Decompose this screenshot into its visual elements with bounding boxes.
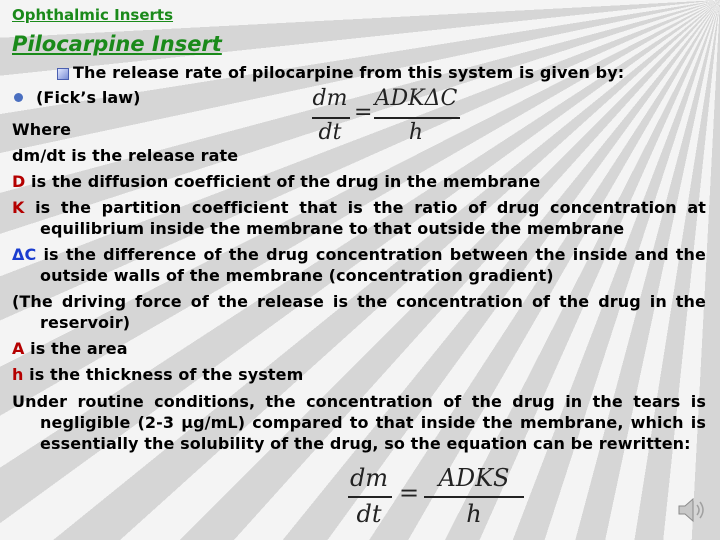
def-h-symbol: h [12, 365, 24, 384]
section-header: Ophthalmic Inserts [12, 6, 174, 24]
eq1-numerator-right: ADKΔC [374, 86, 458, 111]
eq1-denominator-right: h [408, 120, 424, 145]
note-line2: negligible (2-3 μg/mL) compared to that inside the membrane, which is [40, 413, 706, 432]
where-label: Where [12, 120, 72, 139]
driving-force-line2: reservoir) [40, 313, 131, 332]
eq2-fraction-bar-left [348, 496, 392, 498]
eq2-numerator-right: ADKS [438, 464, 510, 492]
def-deltac-line1 [12, 245, 706, 264]
def-a-symbol: A [12, 339, 25, 358]
eq1-fraction-bar-right [374, 117, 460, 119]
page-title: Pilocarpine Insert [12, 32, 222, 56]
def-h [12, 365, 303, 384]
eq2-fraction-bar-right [424, 496, 524, 498]
eq2-denominator-left: dt [356, 500, 382, 528]
intro-text: The release rate of pilocarpine from this system is given by: [73, 63, 625, 82]
note-line3: essentially the solubility of the drug, so the equation can be rewritten: [40, 434, 691, 453]
eq2-numerator-left: dm [349, 464, 389, 492]
def-k-line2: equilibrium inside the membrane to that outside the membrane [40, 219, 625, 238]
equation-release-rate [310, 86, 460, 148]
def-d-symbol: D [12, 172, 26, 191]
eq2-denominator-right: h [466, 500, 482, 528]
def-deltac-symbol: ΔC [12, 245, 37, 264]
eq1-equals: = [354, 100, 373, 125]
eq1-fraction-bar-left [312, 117, 350, 119]
eq1-numerator-left: dm [312, 86, 348, 111]
eq1-denominator-left: dt [318, 120, 342, 145]
def-deltac-text: is the difference of the drug concentration between the inside and the [36, 245, 706, 264]
driving-force-line1: (The driving force of the release is the concentration of the drug in the [12, 292, 706, 311]
def-deltac-line2: outside walls of the membrane (concentration gradient) [40, 266, 554, 285]
def-d [12, 172, 540, 191]
def-a-text: is the area [24, 339, 128, 358]
def-a [12, 339, 128, 358]
def-k-text: is the partition coefficient that is the ratio of drug concentration at [24, 198, 706, 217]
def-k-line1 [12, 198, 706, 217]
eq2-equals: = [399, 479, 420, 507]
round-bullet-icon [14, 93, 23, 102]
ficks-law-label: (Fick’s law) [36, 88, 141, 107]
def-dmdt [12, 146, 238, 165]
speaker-icon[interactable] [676, 496, 710, 524]
note-line1: Under routine conditions, the concentration of the drug in the tears is [12, 392, 706, 411]
def-d-text: is the diffusion coefficient of the drug in the membrane [25, 172, 541, 191]
def-dmdt-text: dm/dt is the release rate [12, 146, 239, 165]
def-h-text: is the thickness of the system [23, 365, 304, 384]
equation-rewritten [346, 464, 526, 530]
square-bullet-icon [57, 68, 69, 80]
def-k-symbol: K [12, 198, 25, 217]
